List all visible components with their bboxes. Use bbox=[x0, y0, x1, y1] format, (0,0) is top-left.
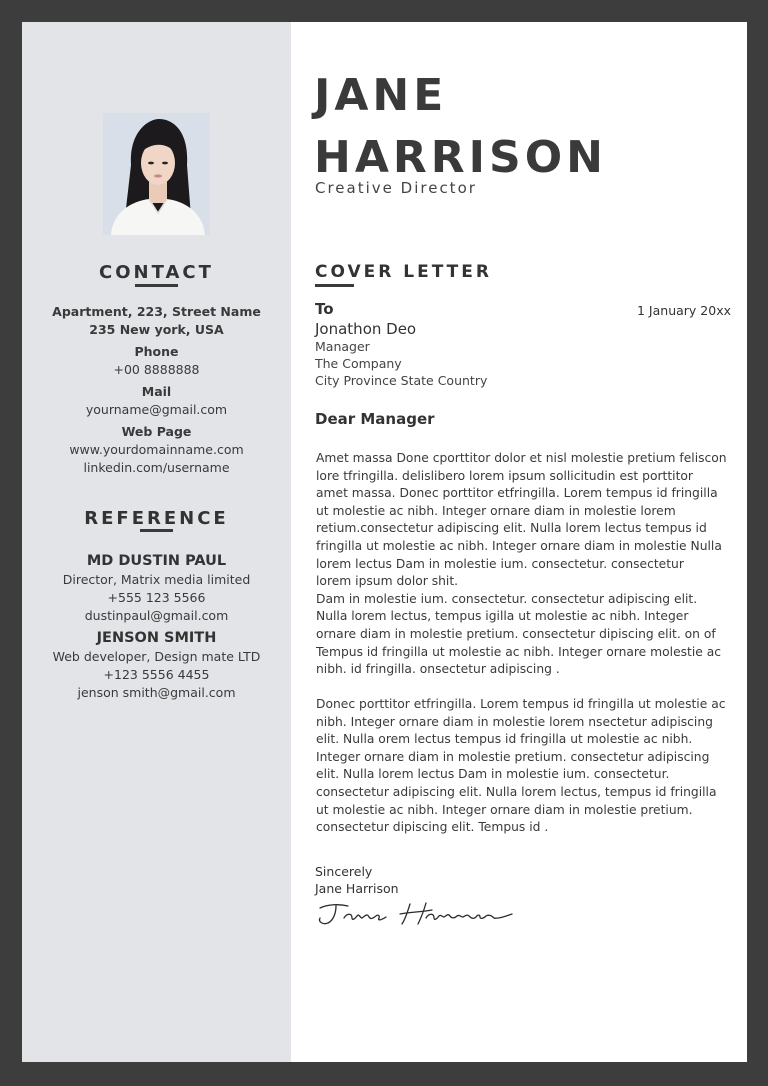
letter-paragraph-1 bbox=[316, 450, 726, 679]
paragraph-line: ornare diam in molestie pretium. consectetur dipiscing elit. on of bbox=[316, 626, 716, 641]
closing-name: Jane Harrison bbox=[315, 881, 399, 896]
paragraph-line: elit. Nulla orem lectus tempus id fringilla ut molestie ac nibh. bbox=[316, 732, 693, 747]
reference-name: MD DUSTIN PAUL bbox=[86, 553, 227, 569]
paragraph-line: lore tfringilla. delislibero lorem ipsum sollicitudin est porttitor bbox=[316, 468, 693, 483]
reference-2 bbox=[22, 628, 291, 702]
paragraph-line: ut molestie ac nibh. Integer ornare diam in molestie pretium. bbox=[316, 802, 693, 817]
paragraph-line: consectetur adipiscing elit. Nulla lorem lectus, tempus id fringilla bbox=[316, 784, 717, 799]
mail-label: Mail bbox=[141, 384, 172, 399]
paragraph-line: Nulla lorem lectus, tempus igilla ut molestie ac nibh. Integer bbox=[316, 609, 689, 624]
profile-photo bbox=[103, 113, 210, 235]
paragraph-line: consectetur dipiscing elit. Tempus id . bbox=[316, 820, 549, 835]
phone-label: Phone bbox=[134, 344, 179, 359]
recipient-title: Manager bbox=[315, 339, 370, 354]
contact-details bbox=[22, 303, 291, 477]
paragraph-line: lorem lectus Dam in molestie ium. consectetur. consectetur bbox=[316, 556, 684, 571]
paragraph-line: fringilla ut molestie ac nibh. Integer ornare diam in molestie Nulla bbox=[316, 538, 722, 553]
cover-letter-heading-underline bbox=[315, 284, 354, 287]
first-name: JANE bbox=[314, 70, 448, 121]
paragraph-line: elit. Nulla lorem lectus Dam in molestie ium. consectetur. bbox=[316, 767, 670, 782]
reference-name: JENSON SMITH bbox=[96, 630, 217, 646]
paragraph-line: Dam in molestie ium. consectetur. consectetur adipiscing elit. bbox=[316, 591, 698, 606]
contact-heading-underline bbox=[135, 284, 178, 287]
cover-letter-heading: COVER LETTER bbox=[315, 262, 492, 282]
reference-email: jenson smith@gmail.com bbox=[77, 685, 236, 700]
recipient-name: Jonathon Deo bbox=[315, 320, 417, 338]
letter-date: 1 January 20xx bbox=[637, 303, 731, 318]
handwritten-signature bbox=[314, 898, 519, 928]
paragraph-line: Amet massa Done cporttitor dolor et nisl molestie pretium feliscon bbox=[316, 451, 727, 465]
paragraph-line: Tempus id fringilla ut molestie ac nibh. Integer ornare molestie ac bbox=[316, 644, 722, 659]
sidebar bbox=[22, 22, 291, 1062]
letter-paragraph-2 bbox=[316, 696, 726, 837]
paragraph-line: nibh. id fringilla. onsectetur adipiscing . bbox=[316, 662, 560, 677]
web-value-linkedin: linkedin.com/username bbox=[83, 460, 230, 475]
reference-phone: +555 123 5566 bbox=[107, 590, 206, 605]
recipient-details bbox=[315, 338, 487, 389]
salutation: Dear Manager bbox=[315, 410, 435, 428]
paragraph-line: retium.consectetur adipiscing elit. Nulla lorem lectus tempus id bbox=[316, 521, 707, 536]
reference-email: dustinpaul@gmail.com bbox=[84, 608, 229, 623]
mail-value: yourname@gmail.com bbox=[85, 402, 228, 417]
reference-phone: +123 5556 4455 bbox=[103, 667, 210, 682]
reference-role: Web developer, Design mate LTD bbox=[52, 649, 261, 664]
web-value-domain: www.yourdomainname.com bbox=[69, 442, 244, 457]
paragraph-line: lorem ipsum dolor shit. bbox=[316, 574, 459, 589]
web-label: Web Page bbox=[121, 424, 192, 439]
contact-heading: CONTACT bbox=[99, 262, 214, 283]
resume-page bbox=[22, 22, 747, 1062]
paragraph-line: nibh. Integer ornare diam in molestie lorem nsectetur adipiscing bbox=[316, 714, 713, 729]
paragraph-line: Integer ornare diam in molestie pretium. consectetur adipiscing bbox=[316, 749, 710, 764]
phone-value: +00 8888888 bbox=[113, 362, 200, 377]
recipient-company: The Company bbox=[315, 356, 402, 371]
closing-phrase: Sincerely bbox=[315, 864, 373, 879]
letter-closing bbox=[315, 863, 399, 897]
address-line1: Apartment, 223, Street Name bbox=[52, 304, 261, 319]
to-label: To bbox=[315, 300, 334, 318]
job-title: Creative Director bbox=[315, 179, 477, 197]
recipient-location: City Province State Country bbox=[315, 373, 488, 388]
last-name: HARRISON bbox=[314, 132, 607, 183]
reference-heading-underline bbox=[140, 529, 173, 532]
address-line2: 235 New york, USA bbox=[89, 322, 224, 337]
paragraph-line: amet massa. Donec porttitor etfringilla. Lorem tempus id fringilla bbox=[316, 486, 718, 501]
reference-role: Director, Matrix media limited bbox=[62, 572, 251, 587]
paragraph-line: Donec porttitor etfringilla. Lorem tempus id fringilla ut molestie ac bbox=[316, 697, 726, 711]
reference-heading: REFERENCE bbox=[84, 508, 229, 529]
reference-1 bbox=[22, 551, 291, 625]
paragraph-line: ut molestie ac nibh. Integer ornare diam in molestie lorem bbox=[316, 503, 676, 518]
